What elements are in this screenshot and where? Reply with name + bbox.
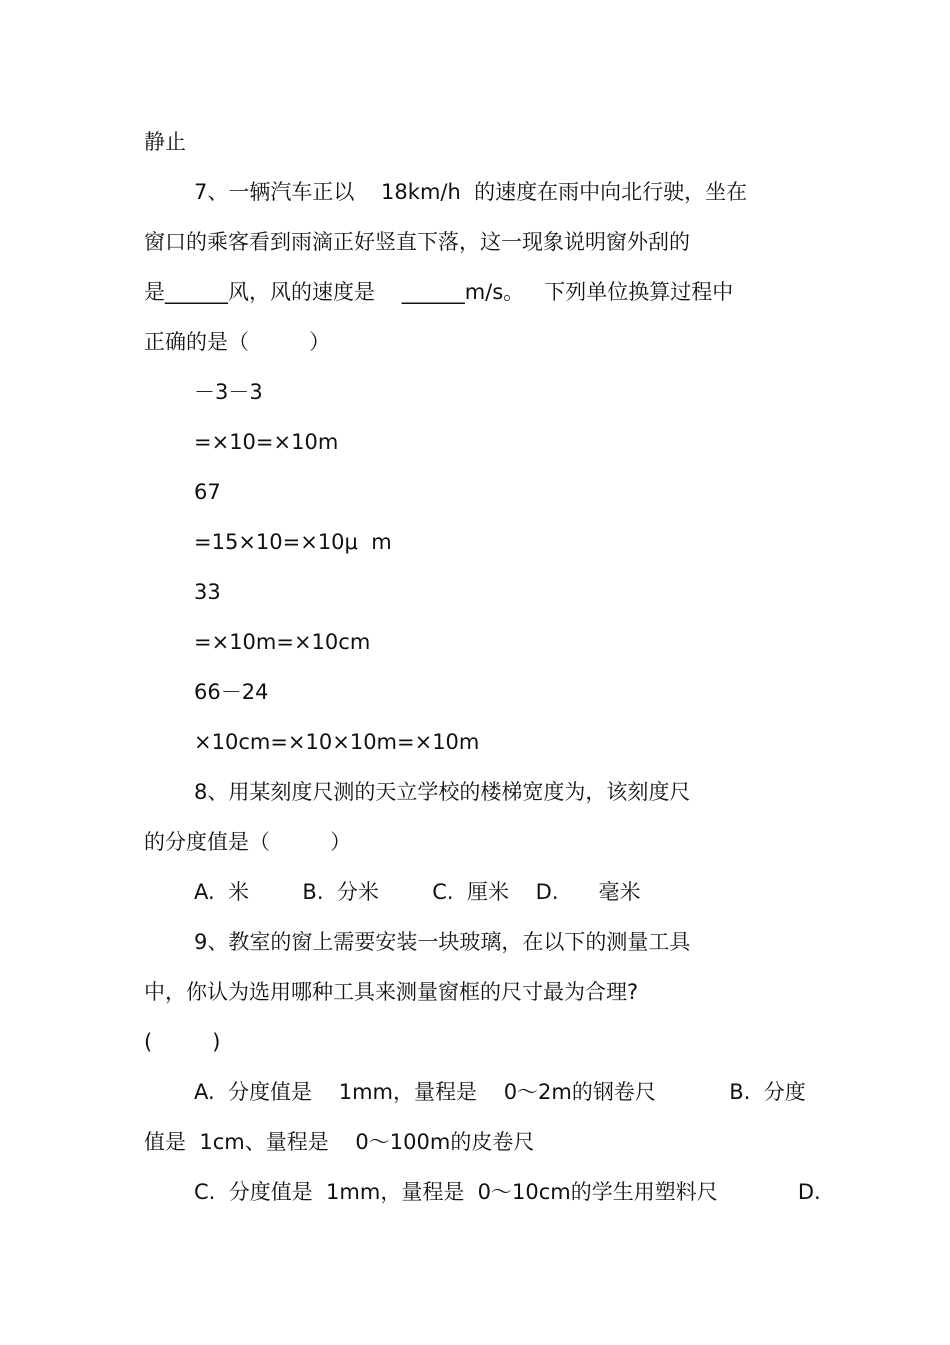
- formula-line: =×10=×10m: [194, 430, 339, 454]
- text-line: 是______风，风的速度是 ______m/s。 下列单位换算过程中: [144, 280, 734, 304]
- text-line: 窗口的乘客看到雨滴正好竖直下落，这一现象说明窗外刮的: [144, 230, 690, 254]
- formula-line: －3－3: [194, 380, 263, 404]
- text-line: 值是 1cm、量程是 0～100m的皮卷尺: [144, 1130, 535, 1154]
- formula-line: 67: [194, 480, 221, 504]
- question-8: 8、用某刻度尺测的天立学校的楼梯宽度为，该刻度尺: [194, 780, 691, 804]
- formula-line: ×10cm=×10×10m=×10m: [194, 730, 480, 754]
- text-line: 正确的是（ ）: [144, 330, 331, 354]
- text-line: 静止: [144, 130, 186, 154]
- formula-line: =×10m=×10cm: [194, 630, 371, 654]
- text-line: 的分度值是（ ）: [144, 830, 352, 854]
- formula-line: 33: [194, 580, 221, 604]
- question-9: 9、教室的窗上需要安装一块玻璃，在以下的测量工具: [194, 930, 691, 954]
- text-line: 中，你认为选用哪种工具来测量窗框的尺寸最为合理?: [144, 980, 639, 1004]
- formula-line: =15×10=×10μ m: [194, 530, 392, 554]
- text-line: ( ): [144, 1030, 221, 1054]
- answer-option-c: C. 分度值是 1mm，量程是 0～10cm的学生用塑料尺 D.: [194, 1180, 821, 1204]
- formula-line: 66－24: [194, 680, 269, 704]
- answer-options: A. 米 B. 分米 C. 厘米 D. 毫米: [194, 880, 641, 904]
- question-7: 7、一辆汽车正以 18km/h 的速度在雨中向北行驶，坐在: [194, 180, 748, 204]
- answer-option-a: A. 分度值是 1mm，量程是 0～2m的钢卷尺 B. 分度: [194, 1080, 806, 1104]
